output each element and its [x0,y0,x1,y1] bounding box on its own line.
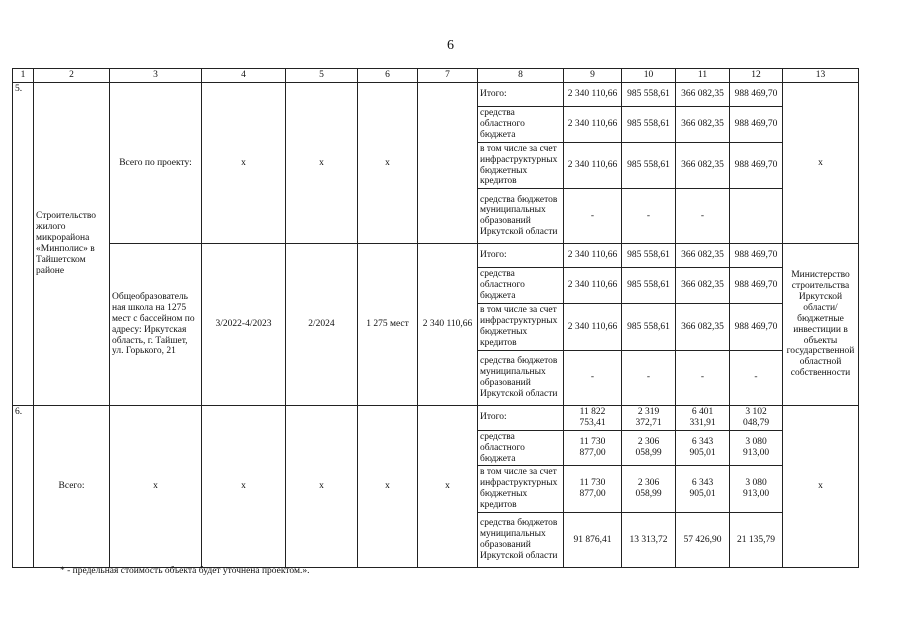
funding-label: Итого: [478,244,564,268]
value-cell: 985 558,61 [622,142,676,189]
cost-cell: x [418,405,478,567]
funding-label: Итого: [478,405,564,430]
value-cell: - [676,189,730,244]
funding-label: в том числе за счет инфраструктурных бюджетных кредитов [478,304,564,351]
value-cell: 988 469,70 [730,268,783,304]
table-row [13,405,859,430]
value-cell: 2 340 110,66 [564,304,622,351]
cost-cell [418,82,478,243]
value-cell: 988 469,70 [730,82,783,106]
value-cell: 988 469,70 [730,142,783,189]
value-cell: 366 082,35 [676,106,730,142]
funding-label: средства бюджетов муниципальных образований Иркутской области [478,189,564,244]
value-cell: - [564,350,622,405]
value-cell: 11 730 877,00 [564,430,622,466]
value-cell: 3 102 048,79 [730,405,783,430]
row-number: 6. [13,405,34,567]
budget-table [12,68,859,568]
funding-label: в том числе за счет инфраструктурных бюджетных кредитов [478,142,564,189]
value-cell: - [564,189,622,244]
funding-label: средства бюджетов муниципальных образований Иркутской области [478,350,564,405]
header-cell: 6 [358,69,418,83]
value-cell: 57 426,90 [676,513,730,568]
value-cell: 3 080 913,00 [730,466,783,513]
row-number: 5. [13,82,34,405]
value-cell: 366 082,35 [676,142,730,189]
group-label: Общеобразователь ная школа на 1275 мест с бассейном по адресу: Иркутская область, г. Тайшет, ул. Горького, 21 [110,244,202,405]
value-cell: 91 876,41 [564,513,622,568]
deadline-cell: 2/2024 [286,244,358,405]
value-cell: 985 558,61 [622,82,676,106]
header-cell: 2 [34,69,110,83]
value-cell: 988 469,70 [730,304,783,351]
value-cell: 6 343 905,01 [676,466,730,513]
value-cell: 366 082,35 [676,82,730,106]
value-cell: 6 401 331,91 [676,405,730,430]
value-cell: 11 730 877,00 [564,466,622,513]
group-label: x [110,405,202,567]
value-cell: - [622,189,676,244]
value-cell: - [622,350,676,405]
value-cell: - [730,350,783,405]
funding-label: средства областного бюджета [478,430,564,466]
value-cell: 2 340 110,66 [564,268,622,304]
value-cell: 21 135,79 [730,513,783,568]
header-cell: 4 [202,69,286,83]
header-cell: 9 [564,69,622,83]
value-cell: 3 080 913,00 [730,430,783,466]
funding-label: средства областного бюджета [478,106,564,142]
value-cell: 988 469,70 [730,106,783,142]
deadline-cell: x [286,405,358,567]
funding-label: в том числе за счет инфраструктурных бюджетных кредитов [478,466,564,513]
value-cell: 13 313,72 [622,513,676,568]
header-cell: 10 [622,69,676,83]
cost-cell: 2 340 110,66 [418,244,478,405]
value-cell: 366 082,35 [676,244,730,268]
footnote: * - предельная стоимость объекта будет уточнена проектом.». [60,566,310,576]
value-cell: - [676,350,730,405]
table-row [13,82,859,106]
value-cell: 985 558,61 [622,268,676,304]
header-cell: 8 [478,69,564,83]
value-cell: 985 558,61 [622,244,676,268]
value-cell: 6 343 905,01 [676,430,730,466]
value-cell [730,189,783,244]
executor-cell: x [783,405,859,567]
value-cell: 2 319 372,71 [622,405,676,430]
executor-cell: x [783,82,859,243]
funding-label: средства областного бюджета [478,268,564,304]
group-label: Всего по проекту: [110,82,202,243]
value-cell: 2 340 110,66 [564,106,622,142]
header-cell: 7 [418,69,478,83]
value-cell: 2 306 058,99 [622,430,676,466]
value-cell: 2 306 058,99 [622,466,676,513]
value-cell: 2 340 110,66 [564,142,622,189]
value-cell: 988 469,70 [730,244,783,268]
table-row [13,244,859,268]
funding-label: Итого: [478,82,564,106]
value-cell: 366 082,35 [676,304,730,351]
value-cell: 985 558,61 [622,304,676,351]
capacity-cell: x [358,82,418,243]
deadline-cell: x [286,82,358,243]
funding-label: средства бюджетов муниципальных образований Иркутской области [478,513,564,568]
header-cell: 12 [730,69,783,83]
header-cell: 3 [110,69,202,83]
value-cell: 985 558,61 [622,106,676,142]
term-cell: x [202,405,286,567]
header-row [13,69,859,83]
value-cell: 366 082,35 [676,268,730,304]
capacity-cell: x [358,405,418,567]
term-cell: x [202,82,286,243]
header-cell: 1 [13,69,34,83]
object-name: Строительство жилого микрорайона «Минполис» в Тайшетском районе [34,82,110,405]
header-cell: 11 [676,69,730,83]
value-cell: 11 822 753,41 [564,405,622,430]
header-cell: 5 [286,69,358,83]
term-cell: 3/2022-4/2023 [202,244,286,405]
total-label: Всего: [34,405,110,567]
executor-cell: Министерство строительства Иркутской области/ бюджетные инвестиции в объекты государственной областной собственности [783,244,859,405]
page-number: 6 [447,38,454,53]
capacity-cell: 1 275 мест [358,244,418,405]
value-cell: 2 340 110,66 [564,82,622,106]
header-cell: 13 [783,69,859,83]
value-cell: 2 340 110,66 [564,244,622,268]
